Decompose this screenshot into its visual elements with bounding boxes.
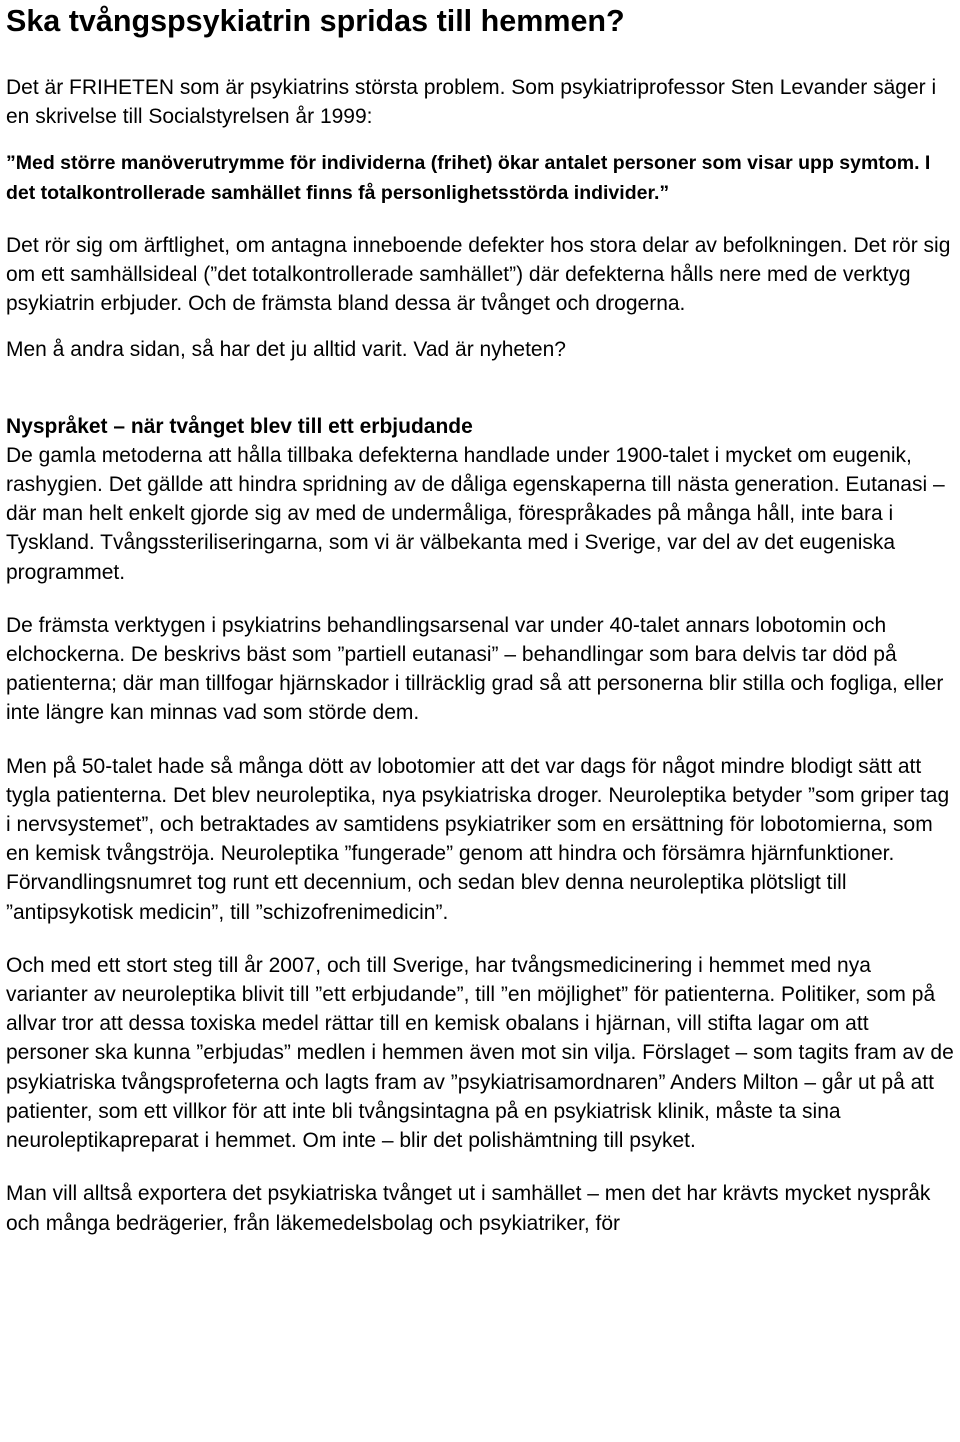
tools-paragraph: De främsta verktygen i psykiatrins behandlingsarsenal var under 40-talet annars lobotomin och elchockerna. De beskrivs bäst som ”partiell eutanasi” – behandlingar som bara delvis tar död på patienterna; där man tillfogar hjärnskador i tillräcklig grad så att personerna blir stilla och fogliga, eller inte längre kan minnas vad som störde dem.	[6, 613, 944, 725]
fifties-paragraph: Men på 50-talet hade så många dött av lobotomier att det var dags för något mindre blodigt sätt att tygla patienterna. Det blev neuroleptika, nya psykiatriska droger. Neuroleptika betyder ”som griper tag i nervsystemet”, och betraktades av samtidens psykiatriker som en ersättning för lobotomierna, som en kemisk tvångströja. Neuroleptika ”fungerade” genom att hindra och försämra hjärnfunktioner. Förvandlingsnumret tog runt ett decennium, och sedan blev denna neuroleptika plötsligt till ”antipsykotisk medicin”, till ”schizofrenimedicin”.	[6, 754, 950, 924]
document-title: Ska tvångspsykiatrin spridas till hemmen?	[6, 4, 625, 38]
document-page	[6, 0, 954, 1442]
always-paragraph: Men å andra sidan, så har det ju alltid varit. Vad är nyheten?	[6, 338, 566, 362]
heredity-paragraph: Det rör sig om ärftlighet, om antagna inneboende defekter hos stora delar av befolkningen. Det rör sig om ett samhällsideal (”det totalkontrollerade samhället”) där defekterna hålls nere med de verktyg psykiatrin erbjuder. Och de främsta bland dessa är tvånget och drogerna.	[6, 233, 951, 316]
year-2007-paragraph: Och med ett stort steg till år 2007, och till Sverige, har tvångsmedicinering i hemmet med nya varianter av neuroleptika blivit till ”ett erbjudande”, till ”en möjlighet” för patienterna. Politiker, som på allvar tror att dessa toxiska medel rättar till en kemisk obalans i hjärnan, vill stifta lagar om att personer ska kunna ”erbjudas” medlen i hemmen även mot sin vilja. Förslaget – som tagits fram av de psykiatriska tvångsprofeterna och lagts fram av ”psykiatrisamordnaren” Anders Milton – går ut på att patienter, som ett villkor för att inte bli tvångsintagna på en psykiatrisk klinik, måste ta sina neuroleptikapreparat i hemmet. Om inte – blir det polishämtning till psyket.	[6, 953, 954, 1153]
old-methods-paragraph: De gamla metoderna att hålla tillbaka defekterna handlade under 1900-talet i mycket om eugenik, rashygien. Det gällde att hindra spridning av de dåliga egenskaperna till nästa generation. Eutanasi – där man helt enkelt gjorde sig av med de undermåliga, förespråkades på många håll, inte bara i Tyskland. Tvångssteriliseringarna, som vi är välbekanta med i Sverige, var del av det eugeniska programmet.	[6, 443, 945, 584]
levander-quote: ”Med större manöverutrymme för individerna (frihet) ökar antalet personer som visar upp symtom. I det totalkontrollerade samhället finns få personlighetsstörda individer.”	[6, 152, 931, 204]
export-paragraph: Man vill alltså exportera det psykiatriska tvånget ut i samhället – men det har krävts mycket nyspråk och många bedrägerier, från läkemedelsbolag och psykiatriker, för	[6, 1182, 931, 1235]
section-subheading: Nyspråket – när tvånget blev till ett erbjudande	[6, 414, 473, 438]
intro-paragraph: Det är FRIHETEN som är psykiatrins största problem. Som psykiatriprofessor Sten Levander säger i en skrivelse till Socialstyrelsen år 1999:	[6, 76, 937, 129]
